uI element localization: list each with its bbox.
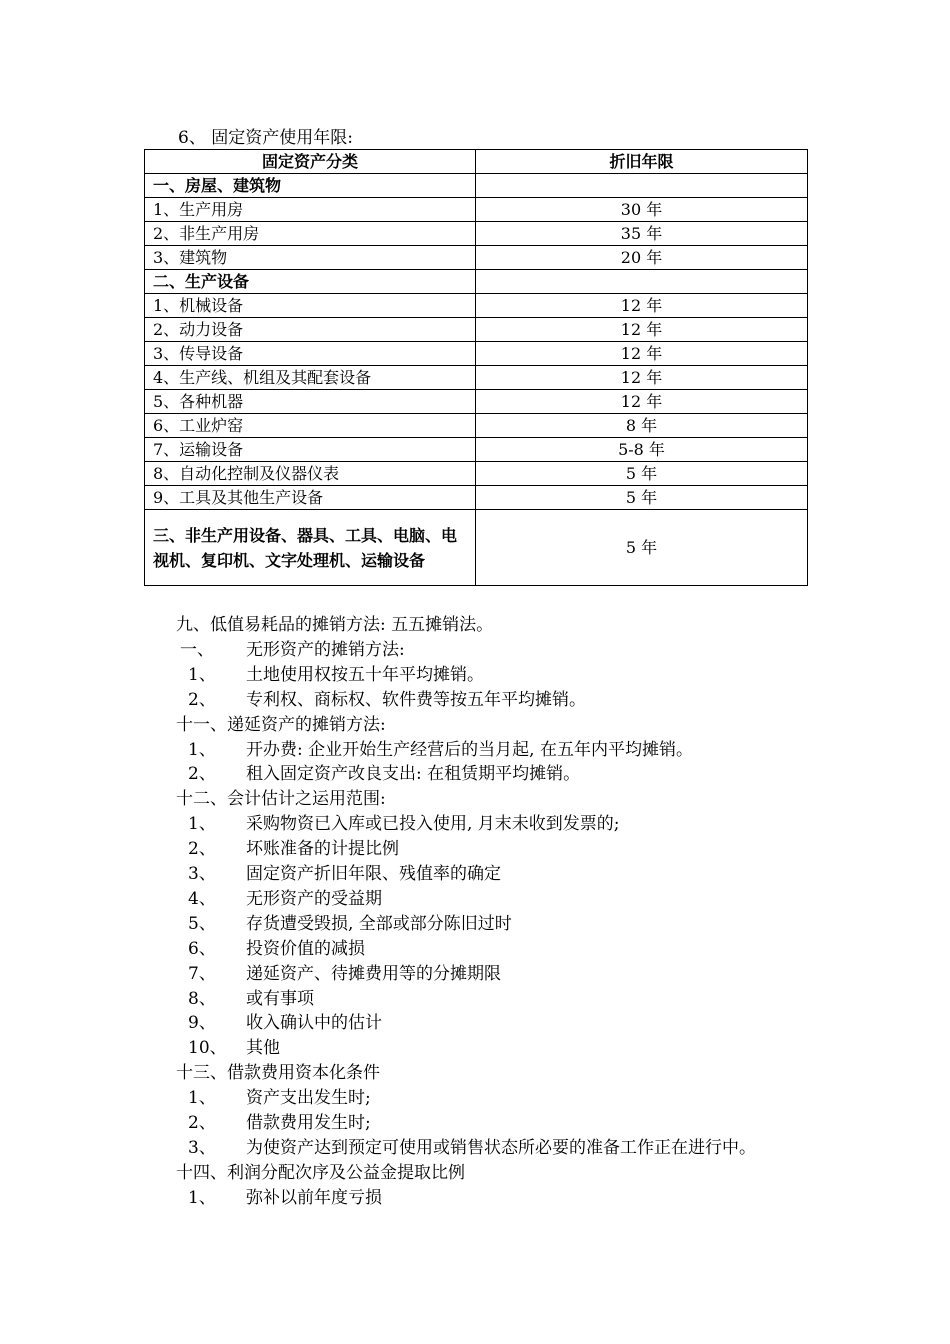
category-cell: 2、非生产用房 xyxy=(145,222,476,246)
list-item-text: 存货遭受毁损, 全部或部分陈旧过时 xyxy=(246,914,512,934)
years-cell: 5-8 年 xyxy=(476,438,808,462)
list-item-text: 坏账准备的计提比例 xyxy=(246,839,399,859)
list-item-number: 2、 xyxy=(188,839,216,859)
section-heading: 九、低值易耗品的摊销方法: 五五摊销法。 xyxy=(176,615,494,635)
list-item-text: 无形资产的受益期 xyxy=(246,889,382,909)
category-cell: 4、生产线、机组及其配套设备 xyxy=(145,366,476,390)
list-item-number: 7、 xyxy=(188,964,216,984)
years-cell: 20 年 xyxy=(476,246,808,270)
table-caption: 6、 固定资产使用年限: xyxy=(178,128,353,148)
list-item-number: 3、 xyxy=(188,864,216,884)
list-item-number: 1、 xyxy=(188,665,216,685)
list-item-text: 采购物资已入库或已投入使用, 月末未收到发票的; xyxy=(246,814,620,834)
years-cell xyxy=(476,174,808,198)
category-cell: 8、自动化控制及仪器仪表 xyxy=(145,462,476,486)
category-cell: 5、各种机器 xyxy=(145,390,476,414)
table-row xyxy=(145,438,808,462)
table-row xyxy=(145,198,808,222)
category-cell: 二、生产设备 xyxy=(145,270,476,294)
years-cell: 12 年 xyxy=(476,366,808,390)
category-cell: 一、房屋、建筑物 xyxy=(145,174,476,198)
table-row xyxy=(145,318,808,342)
table-row xyxy=(145,246,808,270)
table-row xyxy=(145,462,808,486)
table-row xyxy=(145,510,808,586)
years-cell: 30 年 xyxy=(476,198,808,222)
category-cell: 6、工业炉窑 xyxy=(145,414,476,438)
table-row xyxy=(145,222,808,246)
list-item-text: 租入固定资产改良支出: 在租赁期平均摊销。 xyxy=(246,764,581,784)
list-item-number: 9、 xyxy=(188,1013,216,1033)
table-row xyxy=(145,342,808,366)
list-item-number: 8、 xyxy=(188,989,216,1009)
list-item-text: 开办费: 企业开始生产经营后的当月起, 在五年内平均摊销。 xyxy=(246,740,693,760)
list-item-number: 1、 xyxy=(188,1088,216,1108)
category-cell: 7、运输设备 xyxy=(145,438,476,462)
list-item-number: 5、 xyxy=(188,914,216,934)
list-item-number: 2、 xyxy=(188,764,216,784)
table-row xyxy=(145,414,808,438)
list-item-text: 递延资产、待摊费用等的分摊期限 xyxy=(246,964,501,984)
list-item-text: 其他 xyxy=(246,1038,280,1058)
category-cell: 1、机械设备 xyxy=(145,294,476,318)
category-cell: 9、工具及其他生产设备 xyxy=(145,486,476,510)
list-item-text: 收入确认中的估计 xyxy=(246,1013,382,1033)
list-item-text: 资产支出发生时; xyxy=(246,1088,371,1108)
years-cell: 8 年 xyxy=(476,414,808,438)
table-row xyxy=(145,366,808,390)
category-cell: 三、非生产用设备、器具、工具、电脑、电视机、复印机、文字处理机、运输设备 xyxy=(145,510,476,586)
header-years: 折旧年限 xyxy=(476,150,808,174)
section-heading: 无形资产的摊销方法: xyxy=(246,640,405,660)
list-item-text: 弥补以前年度亏损 xyxy=(246,1188,382,1208)
list-item-number: 2、 xyxy=(188,690,216,710)
list-item-number: 1、 xyxy=(188,814,216,834)
list-item-number: 10、 xyxy=(188,1038,227,1058)
header-category: 固定资产分类 xyxy=(145,150,476,174)
section-heading: 十三、借款费用资本化条件 xyxy=(176,1063,380,1083)
table-row xyxy=(145,390,808,414)
category-cell: 2、动力设备 xyxy=(145,318,476,342)
list-item-number: 1、 xyxy=(188,1188,216,1208)
category-cell: 1、生产用房 xyxy=(145,198,476,222)
table-row xyxy=(145,270,808,294)
years-cell: 5 年 xyxy=(476,486,808,510)
list-item-text: 借款费用发生时; xyxy=(246,1113,371,1133)
years-cell: 12 年 xyxy=(476,294,808,318)
list-item-text: 土地使用权按五十年平均摊销。 xyxy=(246,665,484,685)
section-heading: 十二、会计估计之运用范围: xyxy=(176,789,386,809)
list-item-text: 或有事项 xyxy=(246,989,314,1009)
list-item-text: 专利权、商标权、软件费等按五年平均摊销。 xyxy=(246,690,586,710)
list-item-text: 固定资产折旧年限、残值率的确定 xyxy=(246,864,501,884)
years-cell: 5 年 xyxy=(476,462,808,486)
list-item-number: 1、 xyxy=(188,740,216,760)
category-cell: 3、建筑物 xyxy=(145,246,476,270)
depreciation-table xyxy=(144,149,808,586)
table-header-row xyxy=(145,150,808,174)
list-item-text: 投资价值的减损 xyxy=(246,939,365,959)
table-row xyxy=(145,294,808,318)
table-row xyxy=(145,486,808,510)
section-heading: 十一、递延资产的摊销方法: xyxy=(176,715,386,735)
table-body xyxy=(145,174,808,586)
category-cell: 3、传导设备 xyxy=(145,342,476,366)
years-cell: 5 年 xyxy=(476,510,808,586)
list-item-number: 6、 xyxy=(188,939,216,959)
table-row xyxy=(145,174,808,198)
years-cell xyxy=(476,270,808,294)
list-item-number: 4、 xyxy=(188,889,216,909)
list-item-number: 2、 xyxy=(188,1113,216,1133)
list-item-text: 为使资产达到预定可使用或销售状态所必要的准备工作正在进行中。 xyxy=(246,1138,756,1158)
list-item-number: 3、 xyxy=(188,1138,216,1158)
section-heading: 十四、利润分配次序及公益金提取比例 xyxy=(176,1163,465,1183)
years-cell: 12 年 xyxy=(476,390,808,414)
years-cell: 35 年 xyxy=(476,222,808,246)
list-item-number: 一、 xyxy=(180,640,214,660)
years-cell: 12 年 xyxy=(476,318,808,342)
years-cell: 12 年 xyxy=(476,342,808,366)
